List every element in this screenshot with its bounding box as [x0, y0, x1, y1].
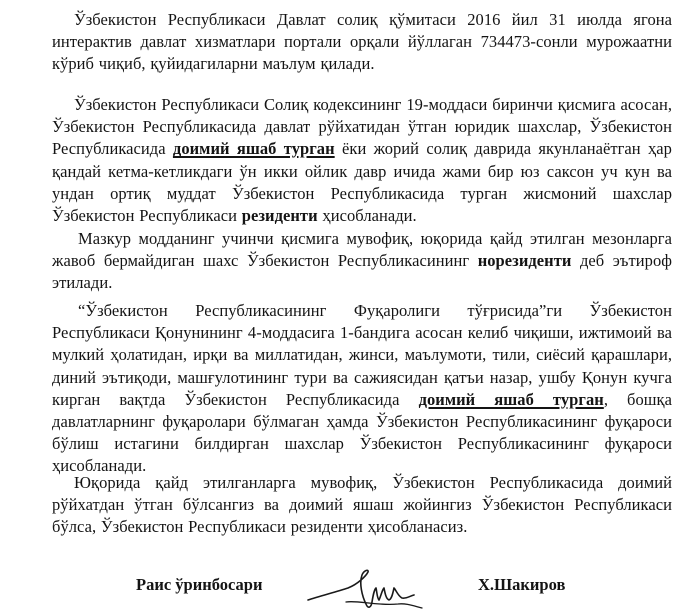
paragraph-citizenship-text-1: “Ўзбекистон Республикасининг Фуқаролиги тўғрисида”ги Ўзбекистон Республикаси Қонунининг 4-моддасига 1-бандига асосан келиб чиқиши, ижтимоий ва мулкий ҳолатидан, ирқи ва миллатидан, жинси, маълумоти, тили, сиёсий қарашлари, диний эътиқоди, машғулотининг тури ва сажиясидан қатъи назар, ушбу Қонун кучга кирган вақтда Ўзбекистон Республикасида [52, 301, 672, 409]
handwritten-signature-icon [306, 566, 426, 612]
paragraph-citizenship-text-2: , бошқа давлатларнинг фуқаролари бўлмаган ҳамда Ўзбекистон Республикасининг фуқароси бўлиш истагини билдирган шахслар Ўзбекистон Республикасининг фуқароси ҳисобланади. [52, 389, 672, 476]
paragraph-nonresident-text-1: Мазкур модданинг учинчи қисмига мувофиқ, юқорида қайд этилган мезонларга жавоб бермайдиган шахс Ўзбекистон Республикасининг [52, 229, 672, 271]
paragraph-intro [52, 9, 672, 76]
paragraph-tax-code-text-2: ёки жорий солиқ даврида якунланаётган ҳар қандай кетма-кетликдаги ўн икки ойлик давр ичида жами бир юз саксон уч кун ва ундан ортиқ муддат Ўзбекистон Республикасида турган жисмоний шахслар Ўзбекистон Республикаси [52, 139, 672, 226]
signatory-title: Раис ўринбосари [136, 575, 263, 594]
paragraph-nonresident [52, 228, 672, 295]
paragraph-nonresident-text-2: деб эътироф этилади. [52, 251, 672, 293]
emphasis-nonresident: норезиденти [477, 251, 572, 271]
paragraph-intro-text: Ўзбекистон Республикаси Давлат солиқ қўмитаси 2016 йил 31 июлда ягона интерактив давлат хизматлари портали орқали йўллаган 734473-сонли мурожаатни кўриб чиқиб, қуйидагиларни маълум қилади. [52, 10, 672, 74]
emphasis-permanent-residence: доимий яшаб турган [172, 139, 335, 159]
emphasis-permanent-residence-2: доимий яшаб турган [418, 389, 604, 409]
signature-block [0, 566, 687, 612]
paragraph-conclusion [52, 472, 672, 539]
signatory-name: Х.Шакиров [478, 575, 566, 594]
paragraph-citizenship-law [52, 300, 672, 478]
paragraph-tax-code-text-3: ҳисобланади. [317, 206, 417, 226]
paragraph-tax-code-text-1: Ўзбекистон Республикаси Солиқ кодексининг 19-моддаси биринчи қисмига асосан, Ўзбекистон Республикасида давлат рўйхатидан ўтган юридик шахслар, Ўзбекистон Республикасида [52, 95, 672, 159]
paragraph-conclusion-text: Юқорида қайд этилганларга мувофиқ, Ўзбекистон Республикасида доимий рўйхатдан ўтган бўлсангиз ва доимий яшаш жойингиз Ўзбекистон Республикаси бўлса, Ўзбекистон Республикаси резиденти ҳисобланасиз. [52, 473, 672, 537]
emphasis-resident: резиденти [241, 206, 318, 226]
paragraph-tax-code [52, 94, 672, 227]
